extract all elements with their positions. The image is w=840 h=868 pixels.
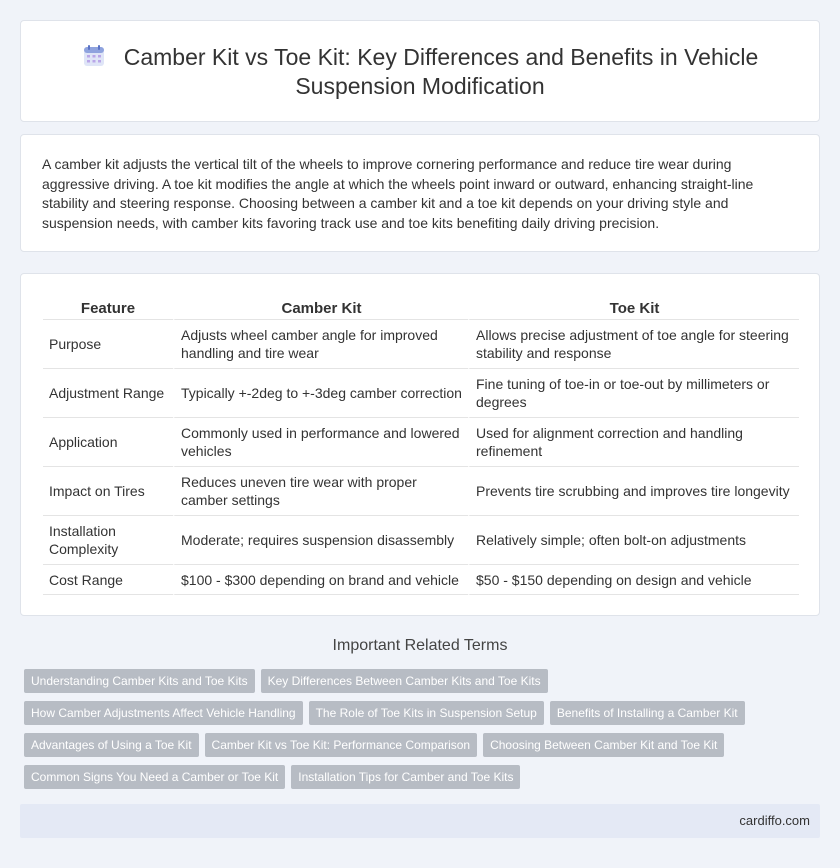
related-term-tag[interactable]: Benefits of Installing a Camber Kit [550,701,745,725]
row-feature: Cost Range [43,564,173,595]
table-row [43,515,799,564]
related-term-tag[interactable]: Key Differences Between Camber Kits and Toe Kits [261,669,548,693]
row-toe: $50 - $150 depending on design and vehicle [468,564,799,595]
related-term-tag[interactable]: Understanding Camber Kits and Toe Kits [24,669,255,693]
row-feature: Adjustment Range [43,368,173,417]
row-feature: Installation Complexity [43,515,173,564]
row-camber: $100 - $300 depending on brand and vehicle [173,564,468,595]
row-camber: Moderate; requires suspension disassembly [173,515,468,564]
header-camber-kit: Camber Kit [173,296,468,319]
related-term-tag[interactable]: Camber Kit vs Toe Kit: Performance Comparison [205,733,478,757]
related-terms-list [24,669,824,797]
table-row [43,417,799,466]
row-camber: Adjusts wheel camber angle for improved handling and tire wear [173,319,468,368]
page-title-text: Camber Kit vs Toe Kit: Key Differences and Benefits in Vehicle Suspension Modification [123,44,759,99]
table-row [43,564,799,595]
tag-row [24,765,824,797]
page-title [61,43,779,101]
row-camber: Typically +-2deg to +-3deg camber correction [173,368,468,417]
intro-paragraph: A camber kit adjusts the vertical tilt of the wheels to improve cornering performance and reduce tire wear during aggressive driving. A toe kit modifies the angle at which the wheels point inward or outward, enhancing straight-line stability and steering response. Choosing between a camber kit and a toe kit depends on your driving style and suspension needs, with camber kits favoring track use and toe kits benefiting daily driving precision. [42,156,754,231]
title-card [20,20,820,122]
table-row [43,319,799,368]
row-feature: Application [43,417,173,466]
row-toe: Fine tuning of toe-in or toe-out by millimeters or degrees [468,368,799,417]
comparison-card [20,273,820,616]
related-term-tag[interactable]: Choosing Between Camber Kit and Toe Kit [483,733,724,757]
row-toe: Prevents tire scrubbing and improves tire longevity [468,466,799,515]
tag-row [24,669,824,701]
tag-row [24,733,824,765]
row-toe: Allows precise adjustment of toe angle for steering stability and response [468,319,799,368]
row-feature: Purpose [43,319,173,368]
header-toe-kit: Toe Kit [468,296,799,319]
intro-card [20,134,820,252]
comparison-table [43,296,799,595]
row-toe: Used for alignment correction and handling refinement [468,417,799,466]
row-camber: Reduces uneven tire wear with proper camber settings [173,466,468,515]
table-row [43,466,799,515]
footer-site-link[interactable]: cardiffo.com [739,813,810,828]
row-toe: Relatively simple; often bolt-on adjustments [468,515,799,564]
calendar-icon [82,44,106,68]
row-feature: Impact on Tires [43,466,173,515]
table-row [43,368,799,417]
header-feature: Feature [80,300,136,317]
row-camber: Commonly used in performance and lowered vehicles [173,417,468,466]
footer [20,804,820,838]
related-terms-heading: Important Related Terms [332,637,508,654]
related-term-tag[interactable]: Installation Tips for Camber and Toe Kits [291,765,520,789]
tag-row [24,701,824,733]
related-term-tag[interactable]: How Camber Adjustments Affect Vehicle Handling [24,701,303,725]
related-term-tag[interactable]: Advantages of Using a Toe Kit [24,733,199,757]
table-header-row [43,296,799,319]
related-term-tag[interactable]: The Role of Toe Kits in Suspension Setup [309,701,544,725]
related-term-tag[interactable]: Common Signs You Need a Camber or Toe Kit [24,765,285,789]
